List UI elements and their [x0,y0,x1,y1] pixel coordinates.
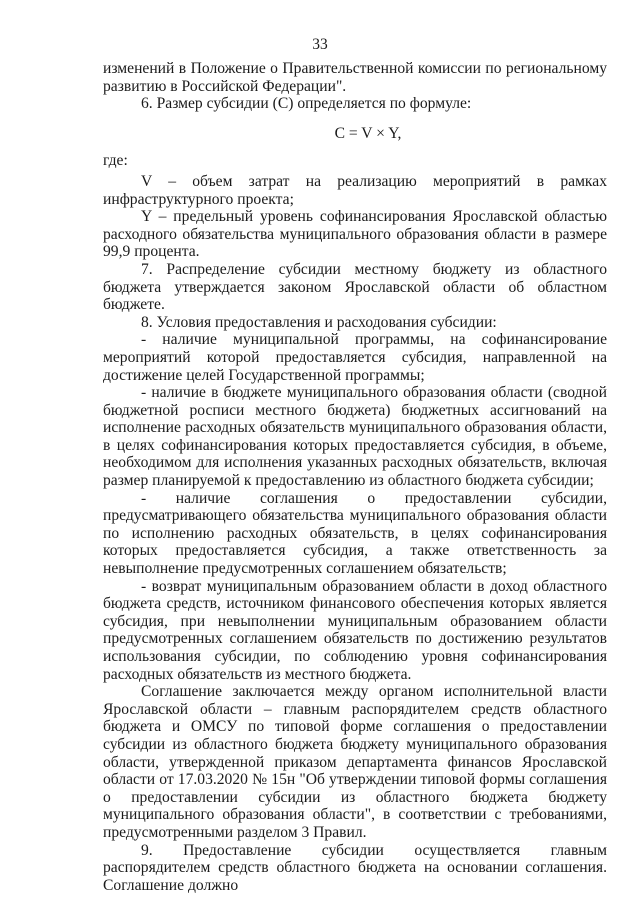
formula-where-label: где: [103,152,128,170]
formula: C = V × Y, [334,124,402,142]
paragraph-item-9: 9. Предоставление субсидии осуществляется главным распорядителем средств областного бюджета на основании соглашения. Соглашение должно [103,841,607,894]
paragraph-continuation: изменений в Положение о Правительственной комиссии по региональному развитию в Российской Федерации". [103,60,607,95]
definition-y: Y – предельный уровень софинансирования Ярославской областью расходного обязательства муниципального образования области в размере 99,9 процента. [103,208,607,261]
definition-v: V – объем затрат на реализацию мероприятий в рамках инфраструктурного проекта; [103,172,607,208]
condition-municipal-program: - наличие муниципальной программы, на софинансирование мероприятий которой предоставляется субсидия, направленной на достижение целей Государственной программы; [103,331,607,384]
paragraph-item-6: 6. Размер субсидии (С) определяется по формуле: [141,95,472,113]
paragraph-item-8: 8. Условия предоставления и расходования субсидии: [141,313,497,331]
document-body [103,60,607,894]
paragraph-item-7: 7. Распределение субсидии местному бюджету из областного бюджета утверждается законом Ярославской области об областном бюджете. [103,260,607,314]
page-number: 33 [312,36,328,53]
paragraph-agreement: Соглашение заключается между органом исполнительной власти Ярославской области – главным распорядителем средств областного бюджета и ОМСУ по типовой форме соглашения о предоставлении субсидии из областного бюджета бюджету муниципального образования области, утвержденной приказом департамента финансов Ярославской области от 17.03.2020 № 15н "Об утверждении типовой формы соглашения о предоставлении субсидии из областного бюджета бюджету муниципального образования области", в соответствии с требованиями, предусмотренными разделом 3 Правил. [103,683,607,841]
condition-budget-allocations: - наличие в бюджете муниципального образования области (сводной бюджетной росписи местного бюджета) бюджетных ассигнований на исполнение расходных обязательств муниципального образования области, в целях софинансирования которых предоставляется субсидия, в объеме, необходимом для исполнения указанных расходных обязательств, включая размер планируемой к предоставлению из областного бюджета субсидии; [103,384,607,490]
condition-refund: - возврат муниципальным образованием области в доход областного бюджета средств, источником финансового обеспечения которых является субсидия, при невыполнении муниципальным образованием области предусмотренных соглашением обязательств по достижению результатов использования субсидии, по соблюдению уровня софинансирования расходных обязательств из местного бюджета. [103,577,607,683]
condition-agreement: - наличие соглашения о предоставлении субсидии, предусматривающего обязательства муниципального образования области по исполнению расходных обязательств, в целях софинансирования которых предоставляется субсидия, а также ответственность за невыполнение предусмотренных соглашением обязательств; [103,489,607,578]
